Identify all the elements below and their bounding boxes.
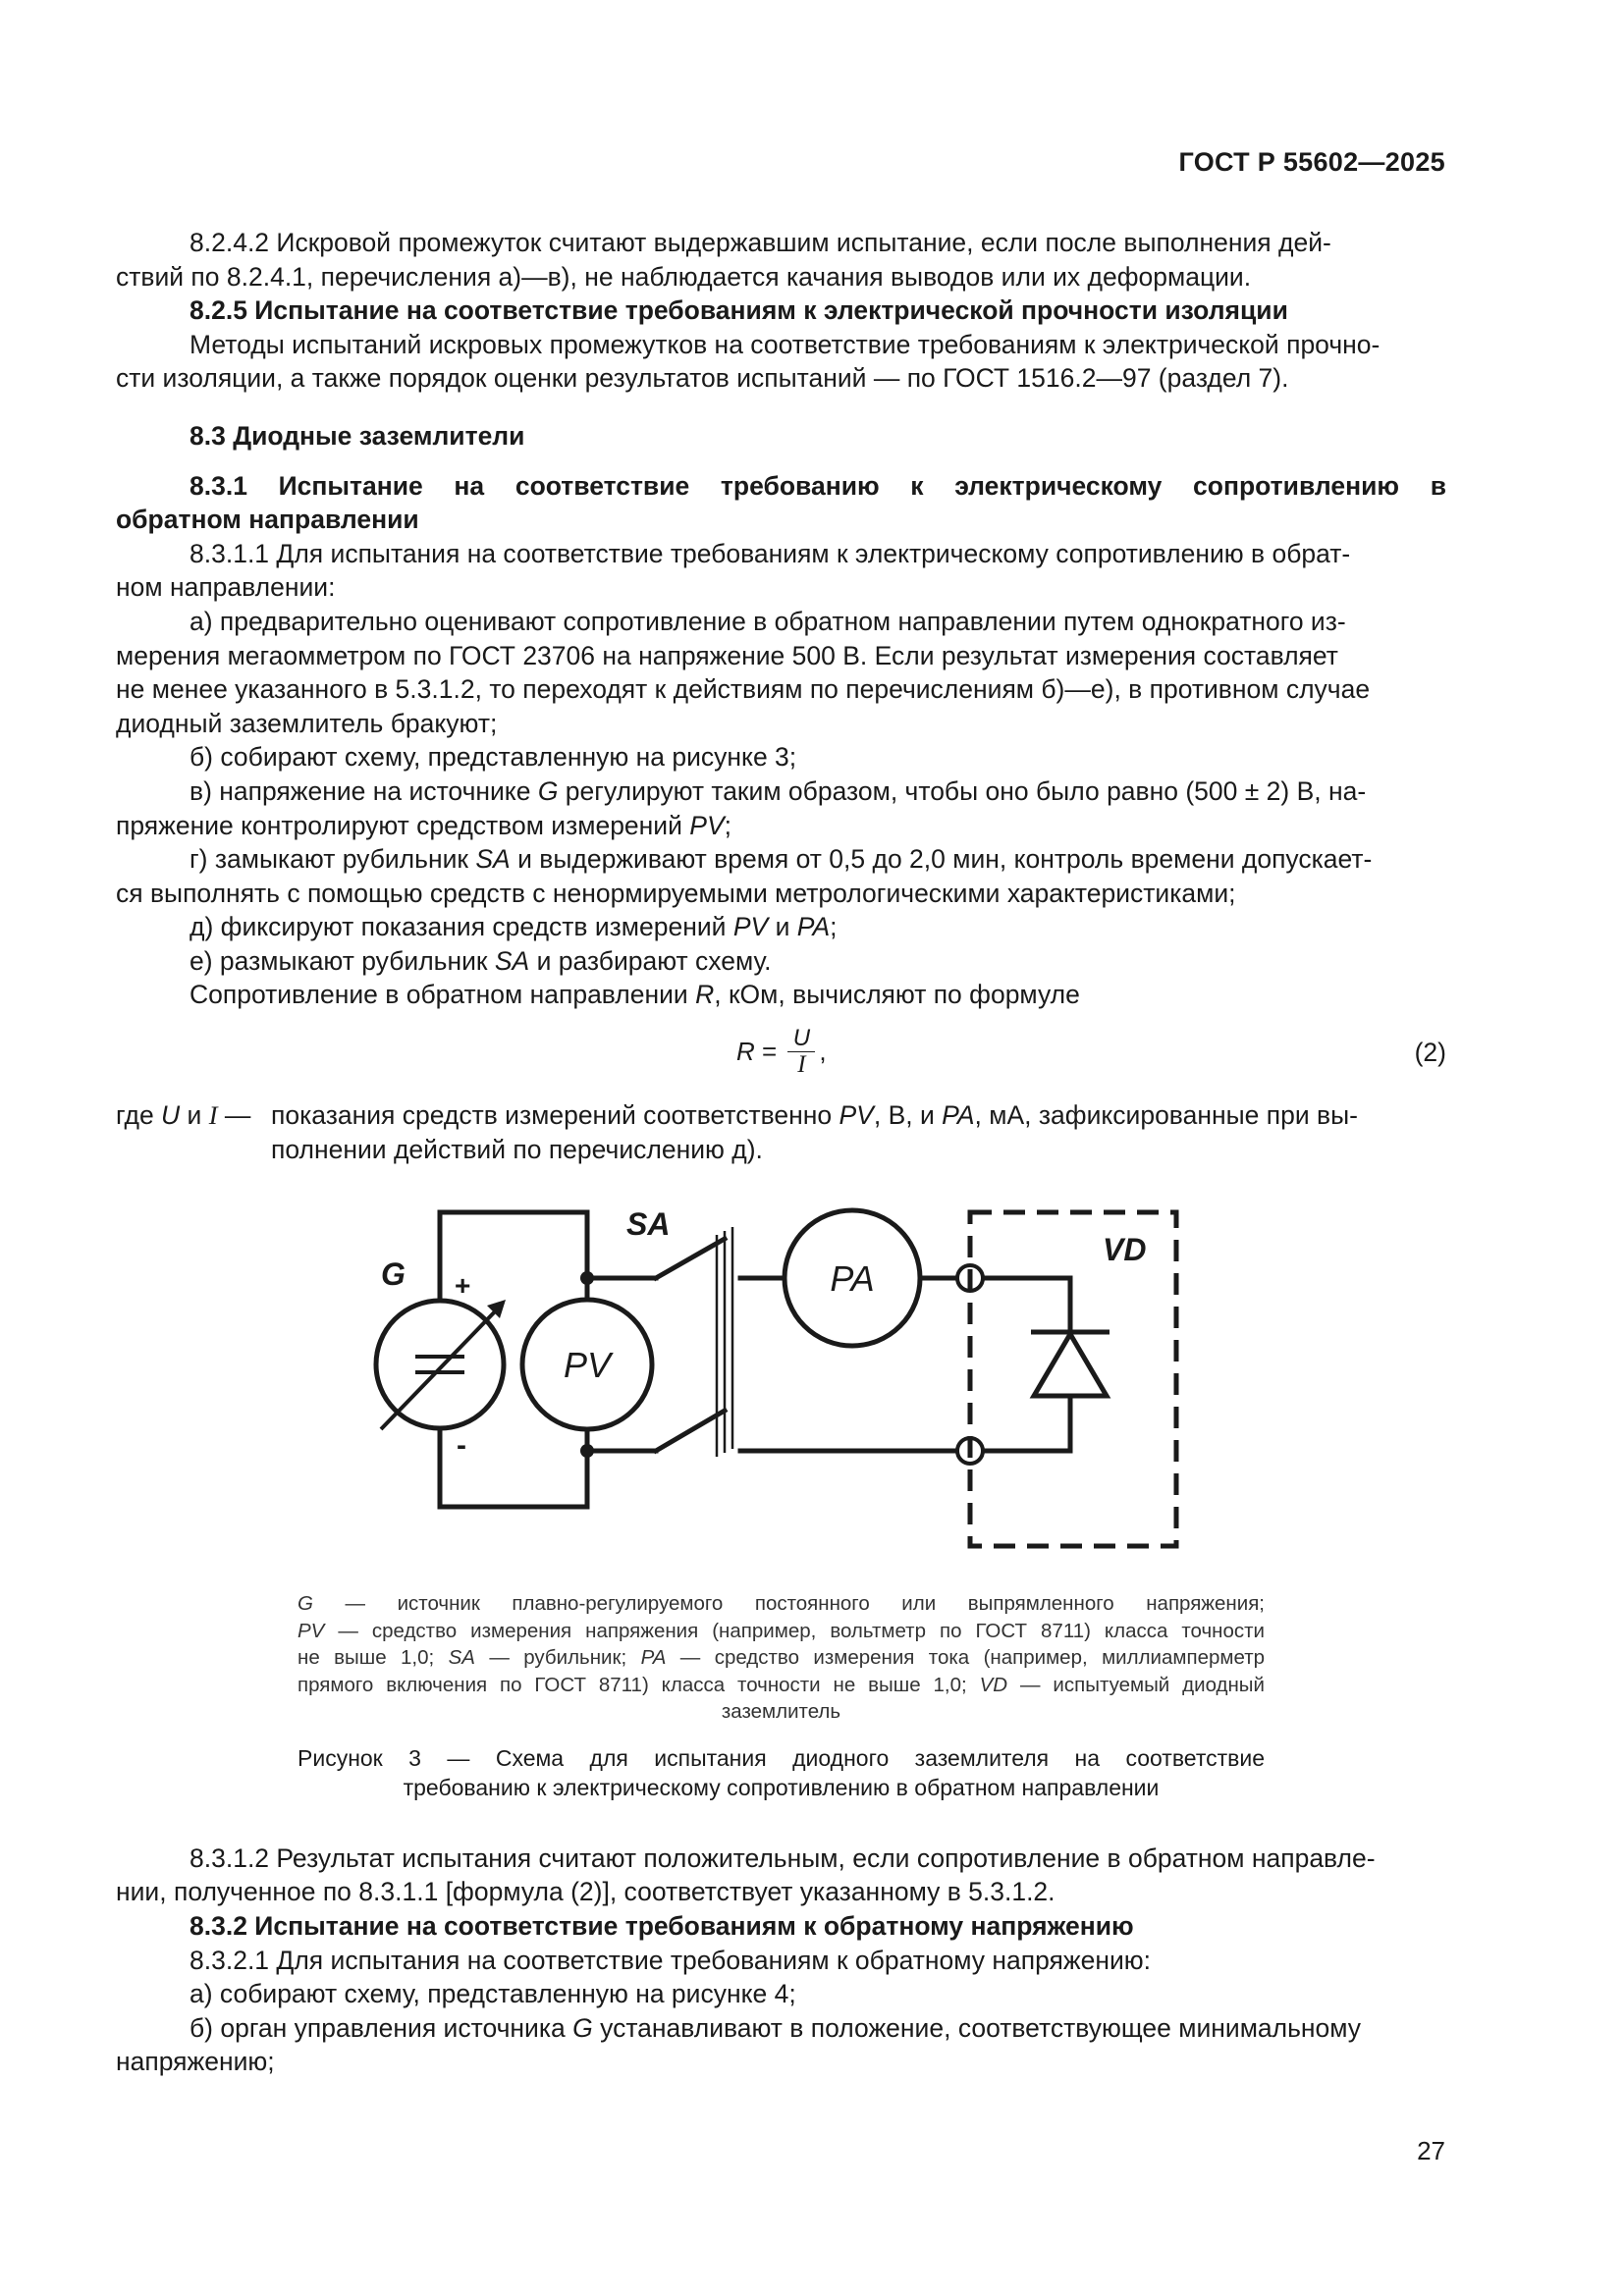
section-after-figure	[116, 1842, 1446, 2079]
diode-symbol	[1031, 1332, 1110, 1396]
figure-caption	[298, 1743, 1265, 1802]
where-label: где U и I —	[116, 1100, 251, 1131]
formula-fraction	[787, 1026, 815, 1078]
paragraph-8-3-1-1-cont: ном направлении:	[116, 572, 336, 603]
paragraph-8-3-1-2-cont: нии, полученное по 8.3.1.1 [формула (2)], соответствует указанному в 5.3.1.2.	[116, 1877, 1056, 1907]
junction-top	[580, 1271, 594, 1285]
legend-line-5: заземлитель	[721, 1700, 841, 1724]
heading-8-3-2: 8.3.2 Испытание на соответствие требованиям к обратному напряжению	[189, 1910, 1134, 1941]
where-clause	[116, 1098, 1446, 1166]
sa-blade-bottom	[656, 1411, 725, 1451]
sa-linkage	[717, 1227, 732, 1457]
list-item-a-line2: мерения мегаомметром по ГОСТ 23706 на напряжение 500 В. Если результат измерения составляет	[116, 640, 1338, 670]
formula-lhs: R	[736, 1037, 755, 1067]
legend-line-3: не выше 1,0; SA — рубильник; PA — средство измерения тока (например, миллиамперметр	[298, 1646, 1265, 1670]
where-text-line2: полнении действий по перечислению д).	[271, 1134, 763, 1164]
formula-numerator: U	[792, 1025, 811, 1052]
heading-8-3: 8.3 Диодные заземлители	[189, 420, 525, 451]
list-item-b-2-cont: напряжению;	[116, 2047, 275, 2077]
list-item-a-line4: диодный заземлитель бракуют;	[116, 708, 498, 738]
paragraph-8-3-2-1: 8.3.2.1 Для испытания на соответствие требованиям к обратному напряжению:	[189, 1945, 1152, 1975]
list-item-g-line2: ся выполнять с помощью средств с ненормируемыми метрологическими характеристиками;	[116, 878, 1236, 908]
label-sa: SA	[626, 1206, 671, 1243]
where-text	[271, 1098, 1446, 1166]
paragraph-8-3-1-1: 8.3.1.1 Для испытания на соответствие требованиям к электрическому сопротивлению в обрат-	[189, 538, 1351, 568]
formula-2	[736, 1026, 827, 1078]
caption-line-2: требованию к электрическому сопротивлению в обратном направлении	[403, 1774, 1160, 1800]
heading-8-2-5: 8.2.5 Испытание на соответствие требованиям к электрической прочности изоляции	[189, 295, 1288, 326]
label-plus: +	[455, 1270, 471, 1302]
paragraph-8-2-5: Методы испытаний искровых промежутков на соответствие требованиям к электрической прочно-	[189, 329, 1380, 359]
paragraph-8-3-1-2: 8.3.1.2 Результат испытания считают положительным, если сопротивление в обратном направле-	[189, 1842, 1376, 1873]
junction-bottom	[580, 1444, 594, 1458]
list-item-v: в) напряжение на источнике G регулируют таким образом, чтобы оно было равно (500 ± 2) В, на-	[189, 775, 1367, 806]
formula-tail: ,	[819, 1037, 827, 1067]
list-item-g: г) замыкают рубильник SA и выдерживают время от 0,5 до 2,0 мин, контроль времени допускает-	[189, 844, 1373, 875]
paragraph-8-2-5-cont: сти изоляции, а также порядок оценки результатов испытаний — по ГОСТ 1516.2—97 (раздел 7).	[116, 363, 1289, 394]
figure-legend	[298, 1590, 1265, 1726]
where-text-line1: показания средств измерений соответственно PV, В, и PA, мА, зафиксированные при вы-	[271, 1100, 1358, 1131]
label-minus: -	[457, 1429, 466, 1463]
page-number: 27	[1417, 2136, 1445, 2165]
sa-blade-top	[656, 1239, 725, 1278]
heading-8-3-1-cont: обратном направлении	[116, 505, 419, 535]
formula-row	[116, 1018, 1446, 1095]
legend-line-4: прямого включения по ГОСТ 8711) класса точности не выше 1,0; VD — испытуемый диодный	[298, 1673, 1265, 1696]
formula-equals: =	[754, 1037, 785, 1067]
list-item-b-2: б) орган управления источника G устанавливают в положение, соответствующее минимальному	[189, 2012, 1362, 2043]
legend-line-1: G — источник плавно-регулируемого постоянного или выпрямленного напряжения;	[298, 1592, 1265, 1616]
list-item-v-line2: пряжение контролируют средством измерений PV;	[116, 810, 732, 840]
list-item-a-2: а) собирают схему, представленную на рисунке 4;	[189, 1979, 796, 2009]
source-g-symbol	[376, 1300, 506, 1429]
label-pa: PA	[830, 1258, 875, 1300]
formula-denominator: I	[797, 1051, 806, 1079]
document-header: ГОСТ Р 55602—2025	[1178, 147, 1445, 177]
list-item-e: е) размыкают рубильник SA и разбирают схему.	[189, 945, 772, 976]
paragraph-8-2-4-2-cont: ствий по 8.2.4.1, перечисления а)—в), не наблюдается качания выводов или их деформации.	[116, 261, 1252, 292]
list-item-a: а) предварительно оценивают сопротивление в обратном направлении путем однократного из-	[189, 606, 1346, 636]
paragraph-8-2-4-2: 8.2.4.2 Искровой промежуток считают выдержавшим испытание, если после выполнения дей-	[189, 228, 1331, 257]
formula-intro: Сопротивление в обратном направлении R, кОм, вычисляют по формуле	[189, 980, 1080, 1010]
list-item-d: д) фиксируют показания средств измерений PV и PA;	[189, 912, 838, 942]
label-pv: PV	[563, 1345, 612, 1386]
heading-8-3-1: 8.3.1 Испытание на соответствие требованию к электрическому сопротивлению в	[189, 470, 1446, 501]
legend-line-2: PV — средство измерения напряжения (например, вольтметр по ГОСТ 8711) класса точности	[298, 1619, 1265, 1642]
caption-line-1: Рисунок 3 — Схема для испытания диодного заземлителя на соответствие	[298, 1744, 1265, 1771]
label-vd: VD	[1103, 1232, 1147, 1268]
formula-number: (2)	[1414, 1038, 1446, 1068]
circuit-diagram	[116, 1200, 1446, 1573]
list-item-a-line3: не менее указанного в 5.3.1.2, то переходят к действиям по перечислениям б)—е), в противном случае	[116, 674, 1371, 705]
label-g: G	[381, 1256, 406, 1293]
list-item-b: б) собирают схему, представленную на рисунке 3;	[189, 742, 797, 773]
figure-3-circuit	[116, 1200, 1446, 1573]
document-body	[116, 226, 1446, 2079]
